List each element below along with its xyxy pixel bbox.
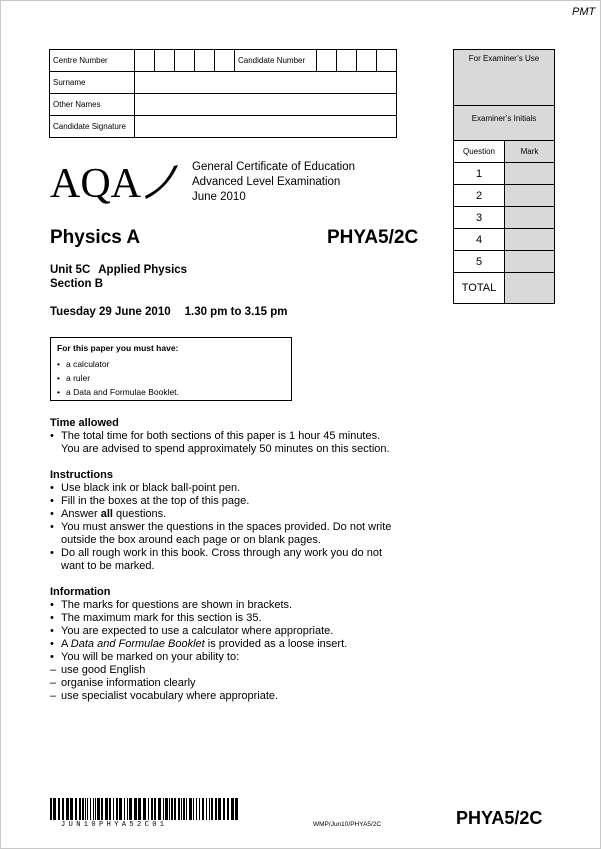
examiner-use-box [453,49,555,304]
barcode-bar [127,798,128,820]
barcode-bar [105,798,108,820]
barcode-bar [202,798,204,820]
barcode-bar [178,798,180,820]
barcode-bar [165,798,168,820]
barcode-bar [218,798,221,820]
barcode-bar [93,798,94,820]
barcode-bar [138,798,141,820]
centre-number-box[interactable] [215,50,235,72]
time-allowed-line: You are advised to spend approximately 50 minutes on this section. [61,443,390,455]
mark-cell[interactable] [505,207,554,228]
barcode-bar [174,798,176,820]
barcode-bar [90,798,91,820]
total-label: TOTAL [454,273,505,303]
information-section [50,586,410,703]
centre-number-label: Centre Number [50,50,135,72]
mark-cell[interactable] [505,163,554,184]
barcode-bar [223,798,225,820]
barcode-bar [227,798,229,820]
list-item: • You are expected to use a calculator where appropriate. [50,625,410,638]
exam-date: Tuesday 29 June 2010 [50,306,171,318]
barcode-bar [82,798,84,820]
aqa-logo [50,161,180,210]
examiner-header-row [454,141,554,163]
surname-field[interactable] [135,72,397,94]
candidate-number-box[interactable] [377,50,397,72]
section-heading: Information [50,586,111,598]
list-item: – organise information clearly [50,677,410,690]
question-row [454,229,554,251]
barcode-bar [181,798,182,820]
barcode-bar [66,798,69,820]
barcode-bar [169,798,170,820]
barcode-bar [189,798,192,820]
question-row [454,185,554,207]
barcode-bar [231,798,234,820]
barcode-bar [116,798,118,820]
barcode-bar [124,798,125,820]
mark-cell[interactable] [505,251,554,272]
qualification-line: Advanced Level Examination [192,176,341,188]
barcode-bar [148,798,149,820]
barcode-bar [154,798,156,820]
logo-swoosh-icon [145,165,178,199]
candidate-signature-label: Candidate Signature [50,116,135,138]
barcode-bar [151,798,153,820]
barcode-bar [119,798,122,820]
list-item [50,508,402,521]
total-mark-cell[interactable] [505,273,554,303]
aqa-logo-text: AQA [50,161,141,205]
list-item: • The marks for questions are shown in brackets. [50,599,410,612]
barcode-bar [129,798,132,820]
barcode-bar [143,798,146,820]
total-row [454,273,554,303]
must-have-box [50,337,292,401]
barcode-bar [186,798,187,820]
barcode-bar [171,798,173,820]
barcode-bar [85,798,86,820]
candidate-number-box[interactable] [337,50,357,72]
section-label: Section B [50,278,104,290]
list-item: • The maximum mark for this section is 35. [50,612,410,625]
barcode-bar [53,798,56,820]
centre-number-box[interactable] [195,50,215,72]
barcode-bar [109,798,111,820]
surname-label: Surname [50,72,135,94]
must-have-title: For this paper you must have: [57,343,179,353]
pmt-mark: PMT [572,6,596,18]
barcode-bar [113,798,114,820]
barcode-bar [87,798,88,820]
qualification-line: General Certificate of Education [192,161,356,173]
barcode-bar [95,798,96,820]
exam-time: 1.30 pm to 3.15 pm [184,306,288,318]
candidate-details-table [49,49,397,138]
list-item: • a calculator [57,357,179,371]
barcode-bar [163,798,164,820]
unit-label: Unit 5C [50,264,91,276]
exam-date-line [50,306,288,318]
candidate-signature-field[interactable] [135,116,397,138]
question-row [454,251,554,273]
mark-cell[interactable] [505,185,554,206]
list-item: • Use black ink or black ball-point pen. [50,482,402,495]
barcode-bar [235,798,238,820]
unit-name: Applied Physics [98,264,188,276]
mark-cell[interactable] [505,229,554,250]
barcode-bar [101,798,103,820]
subject-title: Physics A [50,227,141,248]
barcode-bar [193,798,194,820]
question-number: 4 [454,229,505,250]
list-item: – use specialist vocabulary where appropriate. [50,690,410,703]
barcode-bar [209,798,210,820]
question-column-header: Question [454,141,505,162]
other-names-field[interactable] [135,94,397,116]
centre-number-box[interactable] [175,50,195,72]
question-number: 5 [454,251,505,272]
paper-code: PHYA5/2C [327,227,419,248]
list-item: – use good English [50,664,410,677]
other-names-label: Other Names [50,94,135,116]
list-item: • You must answer the questions in the spaces provided. Do not write outside the box around each page or on blank pages. [50,521,402,547]
barcode-bar [79,798,81,820]
list-item: • Fill in the boxes at the top of this page. [50,495,402,508]
mark-column-header: Mark [505,141,554,162]
list-item: • A Data and Formulae Booklet is provided as a loose insert. [50,638,410,651]
question-number: 1 [454,163,505,184]
section-heading: Instructions [50,469,113,481]
list-item [50,430,410,456]
barcode-bar [134,798,137,820]
barcode-bar [158,798,161,820]
barcode-bar [183,798,185,820]
barcode-bar [75,798,77,820]
examiner-initials-label: Examiner’s Initials [454,106,554,141]
question-number: 3 [454,207,505,228]
barcode-bar [58,798,60,820]
examiner-use-title: For Examiner’s Use [454,50,554,106]
candidate-number-label: Candidate Number [235,50,317,72]
time-allowed-section [50,417,410,456]
barcode-bar [211,798,213,820]
barcode-bar [97,798,100,820]
barcode-bar [199,798,200,820]
question-number: 2 [454,185,505,206]
exam-session: June 2010 [192,191,246,203]
must-have-list [57,357,179,399]
candidate-number-box[interactable] [317,50,337,72]
unit-block [50,263,187,291]
barcode-bar [50,798,52,820]
footer-paper-code: PHYA5/2C [456,808,543,828]
instructions-section [50,469,402,573]
centre-number-box[interactable] [135,50,155,72]
candidate-number-box[interactable] [357,50,377,72]
question-row [454,207,554,229]
barcode-bar [62,798,64,820]
centre-number-box[interactable] [155,50,175,72]
paper-reference: WMP/Jun10/PHYA5/2C [313,821,382,828]
barcode-bar [70,798,73,820]
barcode-digits: JUN10PHYA52C01 [61,821,168,829]
time-allowed-line: • The total time for both sections of this paper is 1 hour 45 minutes. [61,430,381,442]
barcode-bar [215,798,217,820]
list-item: • You will be marked on your ability to: [50,651,410,664]
instruction-answer: Answer all questions. [61,508,167,520]
barcode-bar [206,798,207,820]
list-item: • a ruler [57,371,179,385]
list-item: • Do all rough work in this book. Cross through any work you do not want to be marked. [50,547,402,573]
qualification-block [192,160,355,205]
question-row [454,163,554,185]
barcode-bar [196,798,197,820]
list-item: • a Data and Formulae Booklet. [57,385,179,399]
section-heading: Time allowed [50,417,119,429]
